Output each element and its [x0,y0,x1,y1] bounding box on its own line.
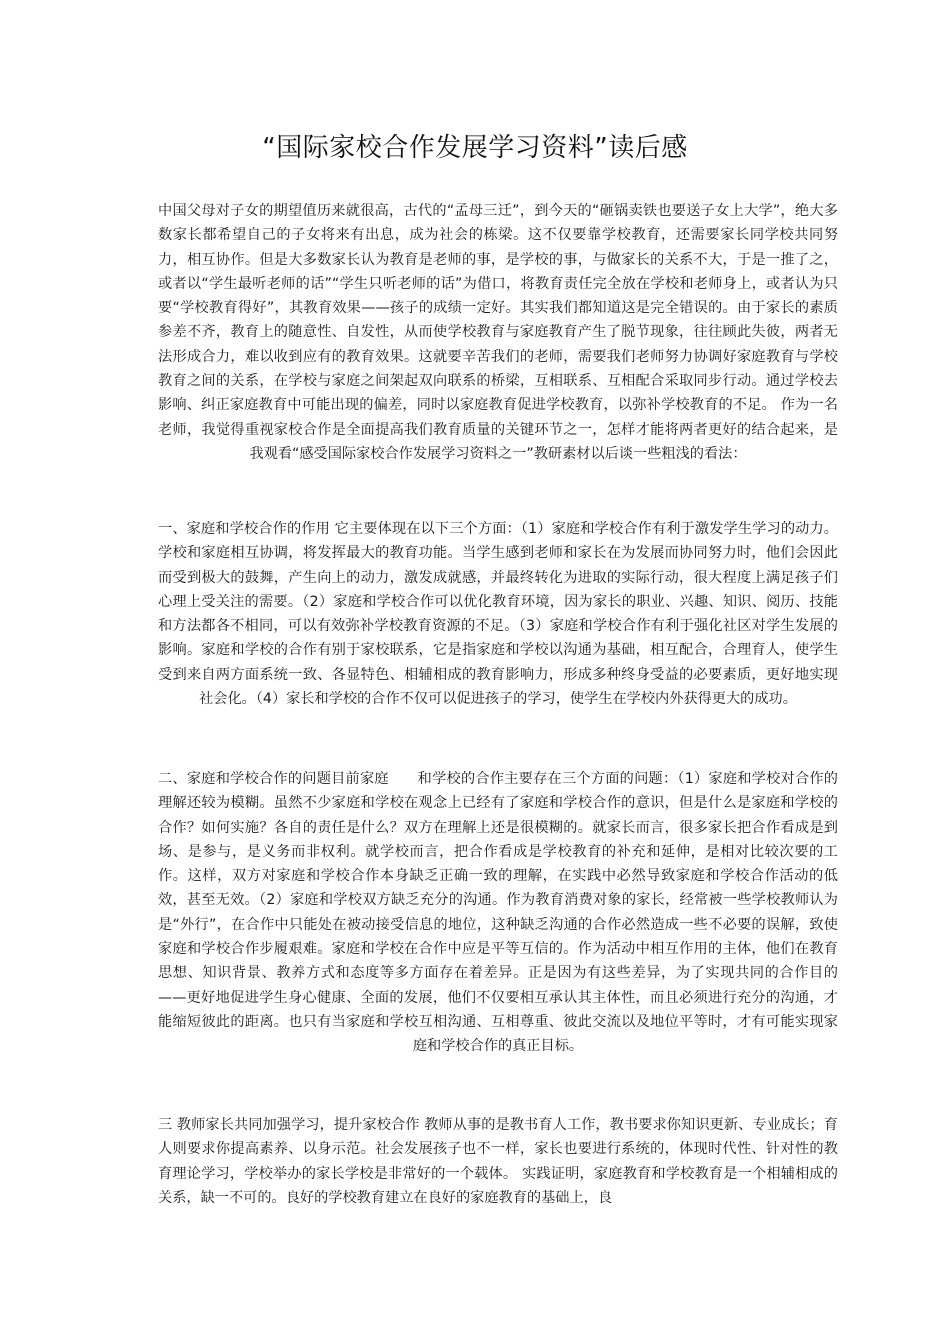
paragraph-section-1 [158,517,838,711]
paragraph-text: 三 教师家长共同加强学习，提升家校合作 教师从事的是教书育人工作，教书要求你知识更新、专业成长；育人则要求你提高素养、以身示范。社会发展孩子也不一样，家长也要进行系统的，体现时代性、针对性的教育理论学习，学校举办的家长学校是非常好的一个载体。 实践证明，家庭教育和学校教育是一个相辅相成的关系，缺一不可的。良好的学校教育建立在良好的家庭教育的基础上，良 [158,1117,838,1206]
paragraph-text: 一、家庭和学校合作的作用 它主要体现在以下三个方面：（1）家庭和学校合作有利于激发学生学习的动力。学校和家庭相互协调，将发挥最大的教育功能。当学生感到老师和家长在为发展而协同努力时，他们会因此而受到极大的鼓舞，产生向上的动力，激发成就感，并最终转化为进取的实际行动，很大程度上满足孩子们心理上受关注的需要。（2）家庭和学校合作可以优化教育环境，因为家长的职业、兴趣、知识、阅历、技能和方法都各不相同，可以有效弥补学校教育资源的不足。（3）家庭和学校合作有利于强化社区对学生发展的影响。家庭和学校的合作有别于家校联系，它是指家庭和学校以沟通为基础，相互配合，合理育人，使学生受到来自两方面系统一致、各显特色、相辅相成的教育影响力，形成多种终身受益的必要素质，更好地实现社会化。（4）家长和学校的合作不仅可以促进孩子的学习，使学生在学校内外获得更大的成功。 [158,521,838,708]
document-title: “国际家校合作发展学习资料”读后感 [262,133,688,163]
paragraph-text: 二、家庭和学校合作的问题目前家庭 和学校的合作主要存在三个方面的问题：（1）家庭和学校对合作的理解还较为模糊。虽然不少家庭和学校在观念上已经有了家庭和学校合作的意识，但是什么是家庭和学校的合作？如何实施？各自的责任是什么？双方在理解上还是很模糊的。就家长而言，很多家长把合作看成是到场、是参与，是义务而非权利。就学校而言，把合作看成是学校教育的补充和延伸，是相对比较次要的工作。这样，双方对家庭和学校合作本身缺乏正确一致的理解，在实践中必然导致家庭和学校合作活动的低效，甚至无效。（2）家庭和学校双方缺乏充分的沟通。作为教育消费对象的家长，经常被一些学校教师认为是“外行”，在合作中只能处在被动接受信息的地位，这种缺乏沟通的合作必然造成一些不必要的误解，致使家庭和学校合作步履艰难。家庭和学校在合作中应是平等互信的。作为活动中相互作用的主体，他们在教育思想、知识背景、教养方式和态度等多方面存在着差异。正是因为有这些差异，为了实现共同的合作目的——更好地促进学生身心健康、全面的发展，他们不仅要相互承认其主体性，而且必须进行充分的沟通，才能缩短彼此的距离。也只有当家庭和学校互相沟通、互相尊重、彼此交流以及地位平等时，才有可能实现家庭和学校合作的真正目标。 [158,771,838,1055]
paragraph-section-2 [158,767,838,1059]
paragraph-text: 中国父母对子女的期望值历来就很高，古代的“孟母三迁”，到今天的“砸锅卖铁也要送子女上大学”，绝大多数家长都希望自己的子女将来有出息，成为社会的栋梁。这不仅要靠学校教育，还需要家长同学校共同努力，相互协作。但是大多数家长认为教育是老师的事，是学校的事，与做家长的关系不大，于是一推了之，或者以“学生最听老师的话”“学生只听老师的话”为借口，将教育责任完全放在学校和老师身上，或者认为只要“学校教育得好”，其教育效果——孩子的成绩一定好。其实我们都知道这是完全错误的。由于家长的素质参差不齐，教育上的随意性、自发性，从而使学校教育与家庭教育产生了脱节现象，往往顾此失彼，两者无法形成合力，难以收到应有的教育效果。这就要辛苦我们的老师，需要我们老师努力协调好家庭教育与学校教育之间的关系，在学校与家庭之间架起双向联系的桥梁，互相联系、互相配合采取同步行动。通过学校去影响、纠正家庭教育中可能出现的偏差，同时以家庭教育促进学校教育，以弥补学校教育的不足。 作为一名老师，我觉得重视家校合作是全面提高我们教育质量的关键环节之一，怎样才能将两者更好的结合起来，是我观看“感受国际家校合作发展学习资料之一”教研素材以后谈一些粗浅的看法： [158,203,838,462]
paragraph-section-3 [158,1113,838,1210]
paragraph-intro [158,199,838,466]
